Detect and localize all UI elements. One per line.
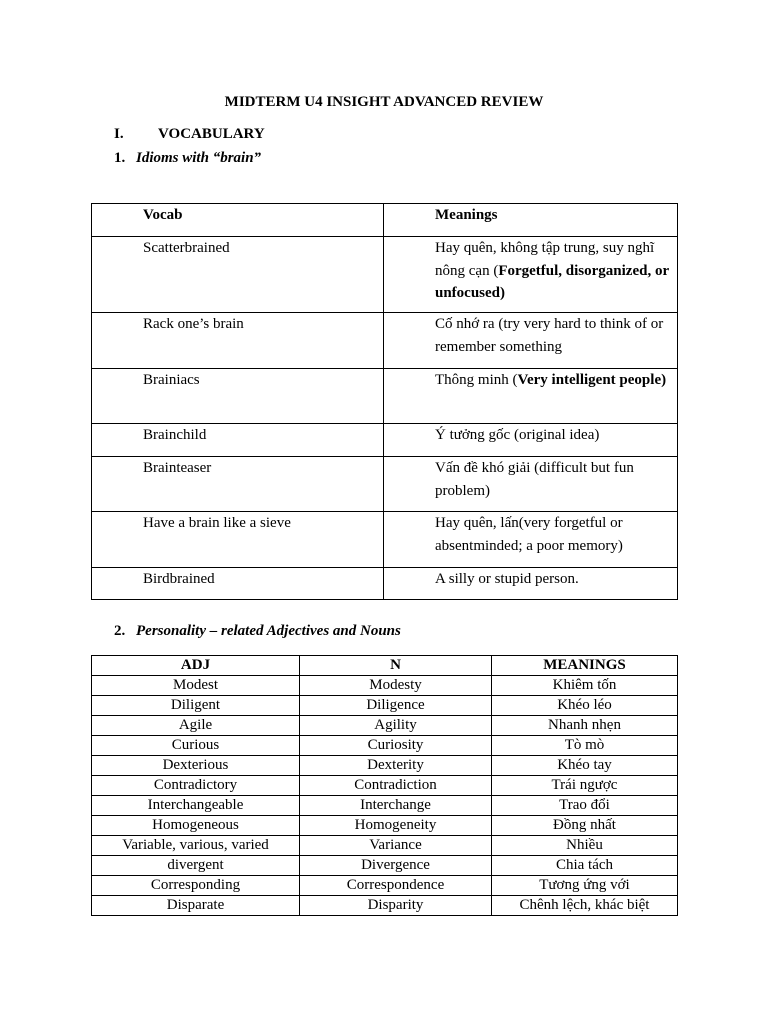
table-row bbox=[92, 457, 678, 512]
column-header-meanings: MEANINGS bbox=[492, 656, 678, 676]
meaning-cell: Tương ứng với bbox=[492, 876, 678, 896]
idioms-table bbox=[91, 203, 678, 600]
adj-cell: Corresponding bbox=[92, 876, 300, 896]
meaning-cell: Đồng nhất bbox=[492, 816, 678, 836]
table-row bbox=[92, 856, 678, 876]
table-row bbox=[92, 756, 678, 776]
adj-cell: Modest bbox=[92, 676, 300, 696]
table-row bbox=[92, 313, 678, 369]
section-heading bbox=[114, 126, 265, 143]
table-row bbox=[92, 696, 678, 716]
subsection-heading-personality bbox=[114, 623, 401, 640]
adj-cell: Diligent bbox=[92, 696, 300, 716]
meaning-cell: Trao đổi bbox=[492, 796, 678, 816]
meaning-cell: Nhanh nhẹn bbox=[492, 716, 678, 736]
vocab-cell: Scatterbrained bbox=[92, 237, 384, 313]
noun-cell: Correspondence bbox=[300, 876, 492, 896]
table-row bbox=[92, 568, 678, 600]
column-header-adj: ADJ bbox=[92, 656, 300, 676]
subsection-number: 2. bbox=[114, 623, 126, 639]
subsection-label: Idioms with “brain” bbox=[136, 150, 262, 166]
vocab-cell: Brainteaser bbox=[92, 457, 384, 512]
table-row bbox=[92, 716, 678, 736]
noun-cell: Modesty bbox=[300, 676, 492, 696]
table-row bbox=[92, 896, 678, 916]
column-header-n: N bbox=[300, 656, 492, 676]
meaning-cell bbox=[384, 313, 678, 369]
meaning-cell: Tò mò bbox=[492, 736, 678, 756]
meaning-cell: Khéo léo bbox=[492, 696, 678, 716]
meaning-text: Vấn đề khó giải (difficult but fun problem) bbox=[435, 460, 634, 499]
table-row bbox=[92, 369, 678, 424]
noun-cell: Dexterity bbox=[300, 756, 492, 776]
subsection-label: Personality – related Adjectives and Nouns bbox=[136, 623, 401, 639]
meaning-text: Hay quên, không tập trung, suy nghĩ nông cạn ( bbox=[435, 240, 655, 279]
noun-cell: Variance bbox=[300, 836, 492, 856]
meaning-cell: Nhiều bbox=[492, 836, 678, 856]
table-row bbox=[92, 676, 678, 696]
table-row bbox=[92, 876, 678, 896]
column-header-meanings: Meanings bbox=[384, 204, 678, 237]
table-row bbox=[92, 736, 678, 756]
table-row bbox=[92, 816, 678, 836]
adj-cell: Curious bbox=[92, 736, 300, 756]
document-title: MIDTERM U4 INSIGHT ADVANCED REVIEW bbox=[224, 94, 544, 110]
meaning-cell bbox=[384, 568, 678, 600]
idioms-table-header-row bbox=[92, 204, 678, 237]
adjectives-nouns-table bbox=[91, 655, 678, 916]
table-row bbox=[92, 796, 678, 816]
meaning-cell: Chia tách bbox=[492, 856, 678, 876]
vocab-cell: Have a brain like a sieve bbox=[92, 512, 384, 568]
vocab-cell: Rack one’s brain bbox=[92, 313, 384, 369]
table-row bbox=[92, 512, 678, 568]
meaning-cell: Trái ngược bbox=[492, 776, 678, 796]
table-row bbox=[92, 424, 678, 457]
noun-cell: Curiosity bbox=[300, 736, 492, 756]
meaning-cell bbox=[384, 369, 678, 424]
table-row bbox=[92, 836, 678, 856]
meaning-cell bbox=[384, 424, 678, 457]
meaning-text: Hay quên, lấn(very forgetful or absentminded; a poor memory) bbox=[435, 515, 623, 554]
meaning-bold-text: Forgetful, disorganized, or unfocused) bbox=[435, 262, 669, 301]
noun-cell: Contradiction bbox=[300, 776, 492, 796]
column-header-vocab: Vocab bbox=[92, 204, 384, 237]
meaning-cell bbox=[384, 237, 678, 313]
table-row bbox=[92, 237, 678, 313]
meaning-text: Ý tưởng gốc (original idea) bbox=[435, 427, 600, 443]
noun-cell: Disparity bbox=[300, 896, 492, 916]
meaning-cell: Khéo tay bbox=[492, 756, 678, 776]
noun-cell: Divergence bbox=[300, 856, 492, 876]
meaning-cell: Khiêm tốn bbox=[492, 676, 678, 696]
meaning-text: Cố nhớ ra (try very hard to think of or remember something bbox=[435, 316, 664, 355]
meaning-text: Thông minh ( bbox=[435, 372, 518, 388]
meaning-cell bbox=[384, 457, 678, 512]
section-number: I. bbox=[114, 126, 124, 142]
adj-table-header-row bbox=[92, 656, 678, 676]
adj-cell: Agile bbox=[92, 716, 300, 736]
noun-cell: Interchange bbox=[300, 796, 492, 816]
meaning-text: A silly or stupid person. bbox=[435, 571, 579, 587]
meaning-bold-text: Very intelligent people) bbox=[517, 372, 667, 388]
subsection-heading-idioms bbox=[114, 150, 261, 167]
section-label: VOCABULARY bbox=[158, 126, 265, 142]
table-row bbox=[92, 776, 678, 796]
adj-cell: Homogeneous bbox=[92, 816, 300, 836]
vocab-cell: Brainchild bbox=[92, 424, 384, 457]
noun-cell: Homogeneity bbox=[300, 816, 492, 836]
adj-cell: divergent bbox=[92, 856, 300, 876]
meaning-cell bbox=[384, 512, 678, 568]
adj-cell: Interchangeable bbox=[92, 796, 300, 816]
noun-cell: Diligence bbox=[300, 696, 492, 716]
vocab-cell: Birdbrained bbox=[92, 568, 384, 600]
adj-cell: Disparate bbox=[92, 896, 300, 916]
adj-cell: Dexterious bbox=[92, 756, 300, 776]
adj-cell: Contradictory bbox=[92, 776, 300, 796]
vocab-cell: Brainiacs bbox=[92, 369, 384, 424]
meaning-cell: Chênh lệch, khác biệt bbox=[492, 896, 678, 916]
adj-cell: Variable, various, varied bbox=[92, 836, 300, 856]
noun-cell: Agility bbox=[300, 716, 492, 736]
subsection-number: 1. bbox=[114, 150, 126, 166]
